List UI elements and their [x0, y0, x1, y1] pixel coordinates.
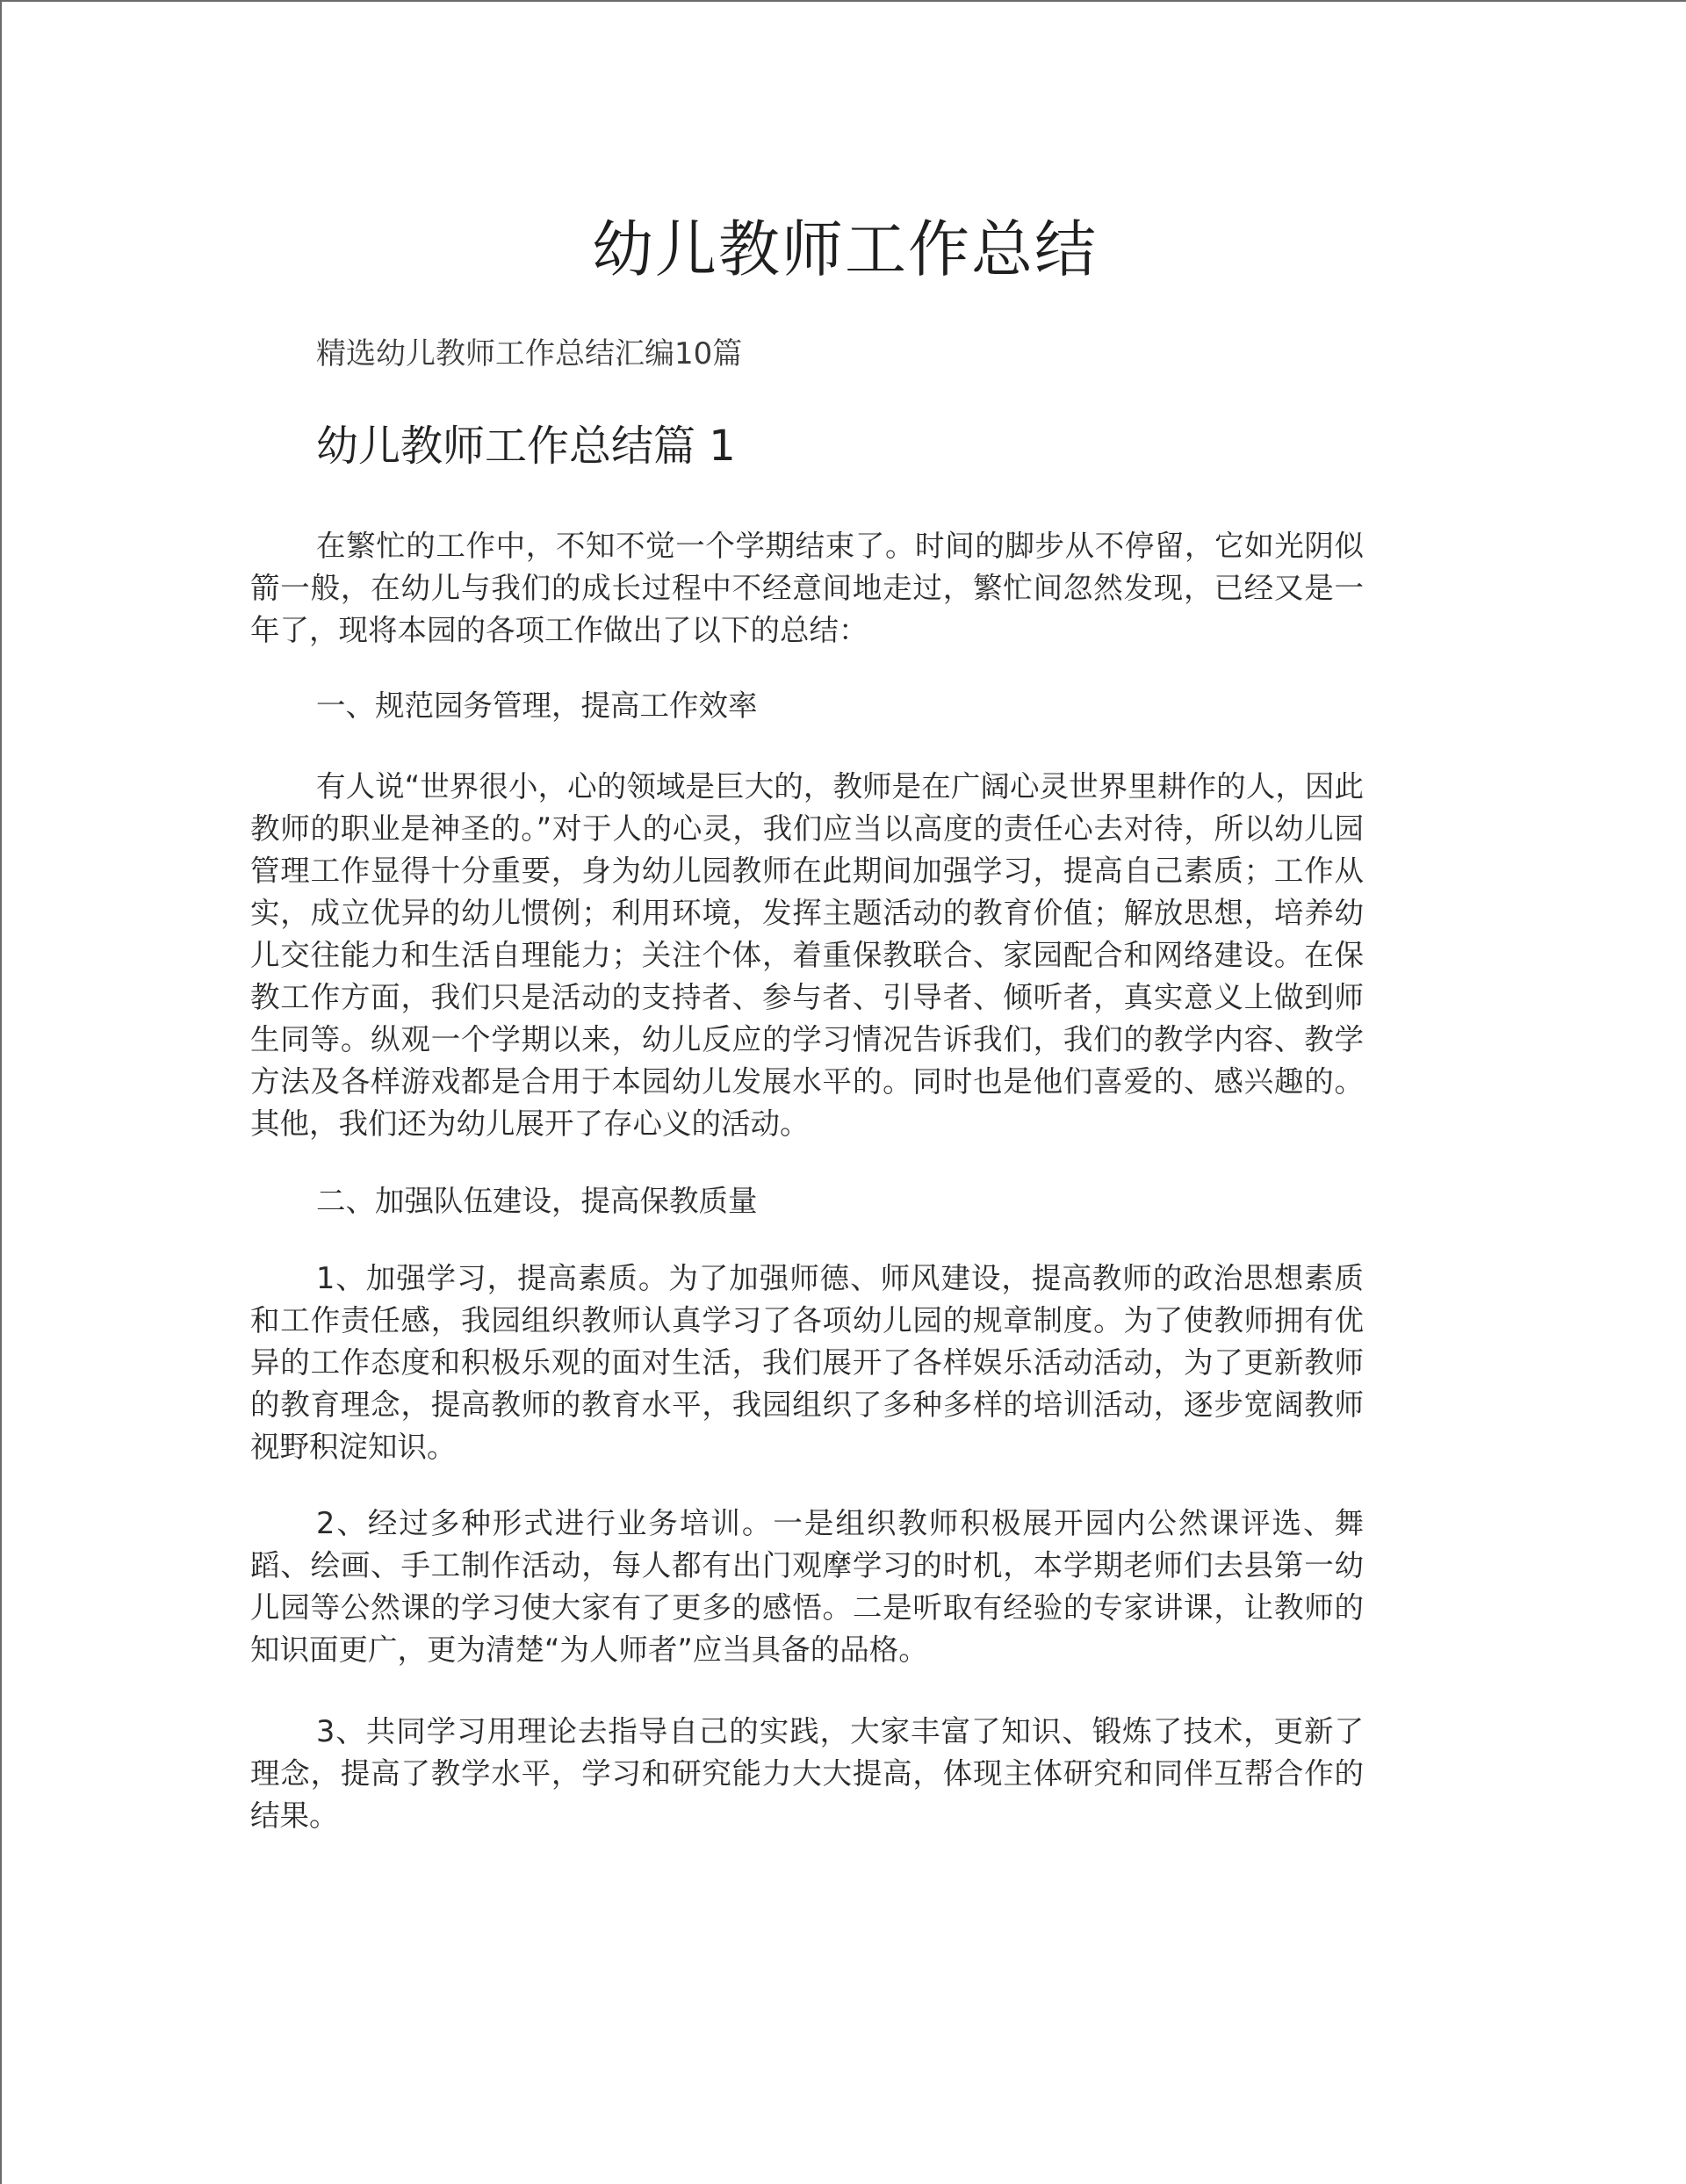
management-paragraph: 有人说“世界很小，心的领域是巨大的，教师是在广阔心灵世界里耕作的人，因此教师的职业是神圣的。”对于人的心灵，我们应当以高度的责任心去对待，所以幼儿园管理工作显得十分重要，身为幼儿园教师在此期间加强学习，提高自己素质；工作从实，成立优异的幼儿惯例；利用环境，发挥主题活动的教育价值；解放思想，培养幼儿交往能力和生活自理能力；关注个体，着重保教联合、家园配合和网络建设。在保教工作方面，我们只是活动的支持者、参与者、引导者、倾听者，真实意义上做到师生同等。纵观一个学期以来，幼儿反应的学习情况告诉我们，我们的教学内容、教学方法及各样游戏都是合用于本园幼儿发展水平的。同时也是他们喜爱的、感兴趣的。其他，我们还为幼儿展开了存心义的活动。 — [250, 769, 1364, 1141]
list-item-theory-practice: 3、共同学习用理论去指导自己的实践，大家丰富了知识、锻炼了技术，更新了理念，提高了教学水平，学习和研究能力大大提高，体现主体研究和同伴互帮合作的结果。 — [250, 1714, 1364, 1833]
list-item-training: 2、经过多种形式进行业务培训。一是组织教师积极展开园内公然课评选、舞蹈、绘画、手工制作活动，每人都有出门观摩学习的时机，本学期老师们去县第一幼儿园等公然课的学习使大家有了更多的感悟。二是听取有经验的专家讲课，让教师的知识面更广，更为清楚“为人师者”应当具备的品格。 — [250, 1506, 1364, 1667]
section-heading: 幼儿教师工作总结篇 1 — [316, 422, 736, 471]
list-item-study: 1、加强学习，提高素质。为了加强师德、师风建设，提高教师的政治思想素质和工作责任感，我园组织教师认真学习了各项幼儿园的规章制度。为了使教师拥有优异的工作态度和积极乐观的面对生活，我们展开了各样娱乐活动活动，为了更新教师的教育理念，提高教师的教育水平，我园组织了多种多样的培训活动，逐步宽阔教师视野积淀知识。 — [250, 1261, 1364, 1464]
document-subtitle: 精选幼儿教师工作总结汇编10篇 — [316, 336, 743, 371]
heading-management: 一、规范园务管理，提高工作效率 — [316, 688, 758, 723]
heading-team-building: 二、加强队伍建设，提高保教质量 — [316, 1184, 758, 1218]
intro-paragraph: 在繁忙的工作中，不知不觉一个学期结束了。时间的脚步从不停留，它如光阴似箭一般，在幼儿与我们的成长过程中不经意间地走过，繁忙间忽然发现，已经又是一年了，现将本园的各项工作做出了以下的总结： — [250, 529, 1364, 647]
document-title: 幼儿教师工作总结 — [592, 213, 1098, 285]
